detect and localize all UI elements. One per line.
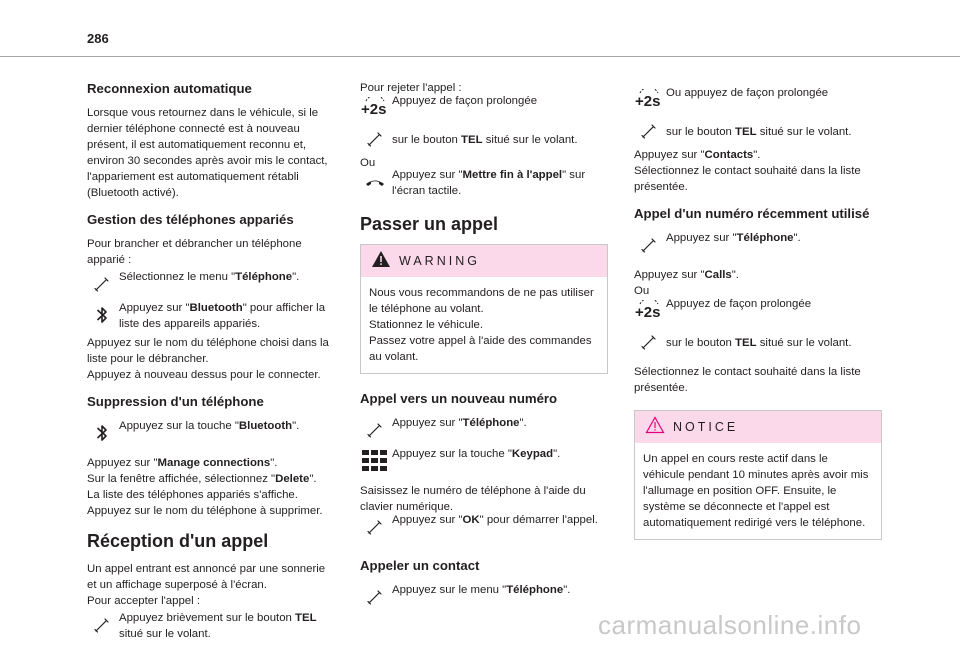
paragraph-disconnect: Appuyez sur le nom du téléphone choisi dans la liste pour le débrancher. (87, 337, 329, 365)
heading-manage-phones: Gestion des téléphones appariés (87, 212, 294, 227)
step-text: ". (519, 417, 527, 429)
step-text: Appuyez sur la touche " (392, 448, 512, 460)
step-text: Appuyez de façon prolongée (666, 298, 812, 310)
step-keyword: Téléphone (506, 584, 564, 596)
step-keyword: TEL (735, 337, 757, 349)
step-keyword: Téléphone (235, 271, 293, 283)
text: ". (731, 269, 739, 281)
notice-label: NOTICE (673, 420, 739, 434)
step-press-bluetooth-key (87, 418, 335, 446)
step-tel-button (360, 124, 608, 152)
heading-make-call: Passer un appel (360, 214, 499, 234)
paragraph-select-delete (87, 471, 335, 487)
paragraph-accept-intro: Pour accepter l'appel : (87, 595, 200, 607)
text-or: Ou (360, 157, 376, 169)
step-text: " pour afficher la liste des appareils appariés. (119, 302, 326, 330)
paragraph-incoming-call: Un appel entrant est annoncé par une sonnerie et un affichage superposé à l'écran. (87, 563, 326, 591)
svg-text:+2s: +2s (635, 304, 661, 321)
step-keyword: Keypad (511, 448, 554, 460)
text: Sur la fenêtre affichée, sélectionnez " (87, 473, 276, 485)
heading-call-contact: Appeler un contact (360, 558, 480, 573)
step-keyword: TEL (461, 134, 483, 146)
step-press-phone (634, 230, 882, 258)
long-press-2s-icon (634, 298, 664, 324)
step-text: Appuyez sur " (119, 302, 190, 314)
heading-new-number: Appel vers un nouveau numéro (360, 391, 558, 406)
warning-text: Stationnez le véhicule. (369, 319, 483, 331)
step-keyword: Téléphone (736, 232, 794, 244)
phone-handset-icon (360, 514, 390, 540)
step-keyword: Téléphone (462, 417, 520, 429)
paragraph-manage-connections (87, 455, 335, 471)
step-tel-button (634, 327, 882, 355)
step-keyword: Bluetooth (238, 420, 293, 432)
step-text: Appuyez sur " (666, 232, 737, 244)
step-text: Appuyez sur le menu " (392, 584, 507, 596)
hang-up-icon (360, 169, 390, 195)
notice-triangle-icon (645, 416, 665, 439)
step-select-phone-menu (87, 269, 335, 297)
step-text: Appuyez de façon prolongée (392, 95, 538, 107)
notice-text: Un appel en cours reste actif dans le véhicule pendant 10 minutes après avoir mis l'allumage en position OFF. Ensuite, le système se déconnecte et l'appel est automatiquement redirigé vers le téléphone. (643, 453, 869, 529)
keyword: Contacts (704, 149, 754, 161)
text: Appuyez sur " (87, 457, 158, 469)
text: ". (309, 473, 317, 485)
step-long-press (360, 93, 608, 121)
step-or-long-press (634, 85, 882, 113)
svg-text:+2s: +2s (635, 93, 661, 110)
paragraph-manage-intro: Pour brancher et débrancher un téléphone apparié : (87, 238, 302, 266)
phone-handset-icon (634, 118, 664, 144)
keypad-icon (360, 448, 390, 474)
warning-box (360, 244, 608, 374)
long-press-2s-icon (360, 95, 390, 121)
keyword: Delete (275, 473, 310, 485)
step-press-phone (360, 415, 608, 443)
text: ". (753, 149, 761, 161)
phone-handset-icon (360, 584, 390, 610)
step-long-press (634, 296, 882, 324)
paragraph-list-shown: La liste des téléphones appariés s'affiche. (87, 489, 298, 501)
column-2 (360, 80, 608, 613)
step-press-keypad (360, 446, 608, 474)
step-text: sur le bouton (666, 337, 736, 349)
step-press-tel (87, 610, 335, 642)
heading-receive-call: Réception d'un appel (87, 531, 269, 551)
paragraph-press-calls (634, 267, 882, 283)
step-text: Appuyez sur la touche " (119, 420, 239, 432)
column-3 (634, 80, 882, 540)
step-text: ". (793, 232, 801, 244)
step-text: situé sur le volant. (119, 628, 211, 640)
step-press-bluetooth (87, 300, 335, 332)
warning-text: Passez votre appel à l'aide des commandes au volant. (369, 335, 592, 363)
heading-auto-reconnect: Reconnexion automatique (87, 81, 252, 96)
step-text: situé sur le volant. (482, 134, 578, 146)
paragraph-dial-number: Saisissez le numéro de téléphone à l'aide du clavier numérique. (360, 485, 586, 513)
step-text: situé sur le volant. (756, 126, 852, 138)
phone-handset-icon (360, 417, 390, 443)
step-text: ". (563, 584, 571, 596)
paragraph-press-name: Appuyez sur le nom du téléphone à supprimer. (87, 505, 323, 517)
warning-label: WARNING (399, 254, 480, 268)
step-text: Appuyez sur " (392, 514, 463, 526)
step-text: sur le bouton (392, 134, 462, 146)
keyword: Calls (704, 269, 732, 281)
step-keyword: Bluetooth (189, 302, 243, 314)
paragraph-select-contact: Sélectionnez le contact souhaité dans la liste présentée. (634, 165, 861, 193)
notice-header (635, 411, 881, 443)
bluetooth-icon (87, 302, 117, 328)
phone-handset-icon (360, 126, 390, 152)
header-divider (0, 56, 960, 57)
watermark: carmanualsonline.info (598, 610, 862, 640)
step-text: Appuyez sur " (392, 417, 463, 429)
paragraph-reject-intro: Pour rejeter l'appel : (360, 82, 462, 94)
step-tel-button (634, 116, 882, 144)
column-1 (87, 80, 335, 645)
step-text: " pour démarrer l'appel. (479, 514, 598, 526)
phone-handset-icon (634, 329, 664, 355)
warning-body (361, 277, 607, 373)
text-or: Ou (634, 285, 650, 297)
step-text: Appuyez sur " (392, 169, 463, 181)
svg-text:+2s: +2s (361, 101, 387, 118)
warning-triangle-icon (371, 250, 391, 273)
step-keyword: Mettre fin à l'appel (462, 169, 563, 181)
keyword: Manage connections (157, 457, 271, 469)
step-keyword: TEL (295, 612, 317, 624)
phone-handset-icon (87, 612, 117, 638)
warning-header (361, 245, 607, 277)
step-text: ". (292, 271, 300, 283)
paragraph-select-contact: Sélectionnez le contact souhaité dans la liste présentée. (634, 366, 861, 394)
paragraph-auto-reconnect: Lorsque vous retournez dans le véhicule, si le dernier téléphone connecté est à nouveau présent, il est automatiquement reconnu et, environ 30 secondes après avoir mis le contact, l'appariement est automatiquement rétabli (Bluetooth activé). (87, 107, 328, 199)
text: ". (270, 457, 278, 469)
bluetooth-icon (87, 420, 117, 446)
step-text: Ou appuyez de façon prolongée (666, 87, 829, 99)
step-text: ". (553, 448, 561, 460)
step-end-call (360, 167, 608, 199)
phone-handset-icon (87, 271, 117, 297)
step-text: Sélectionnez le menu " (119, 271, 236, 283)
step-text: sur le bouton (666, 126, 736, 138)
step-press-ok (360, 512, 608, 540)
step-text: " sur l'écran tactile. (392, 169, 586, 197)
notice-body (635, 443, 881, 539)
step-text: situé sur le volant. (756, 337, 852, 349)
phone-handset-icon (634, 232, 664, 258)
notice-box (634, 410, 882, 540)
step-text: ". (292, 420, 300, 432)
step-keyword: OK (462, 514, 480, 526)
warning-text: Nous vous recommandons de ne pas utiliser le téléphone au volant. (369, 287, 594, 315)
step-text: Appuyez brièvement sur le bouton (119, 612, 296, 624)
paragraph-reconnect: Appuyez à nouveau dessus pour le connecter. (87, 369, 321, 381)
page-number: 286 (87, 31, 109, 46)
text: Appuyez sur " (634, 269, 705, 281)
step-keyword: TEL (735, 126, 757, 138)
heading-delete-phone: Suppression d'un téléphone (87, 394, 264, 409)
step-phone-menu (360, 582, 608, 610)
long-press-2s-icon (634, 87, 664, 113)
paragraph-press-contacts (634, 147, 882, 163)
text: Appuyez sur " (634, 149, 705, 161)
heading-recent-number: Appel d'un numéro récemment utilisé (634, 206, 870, 221)
